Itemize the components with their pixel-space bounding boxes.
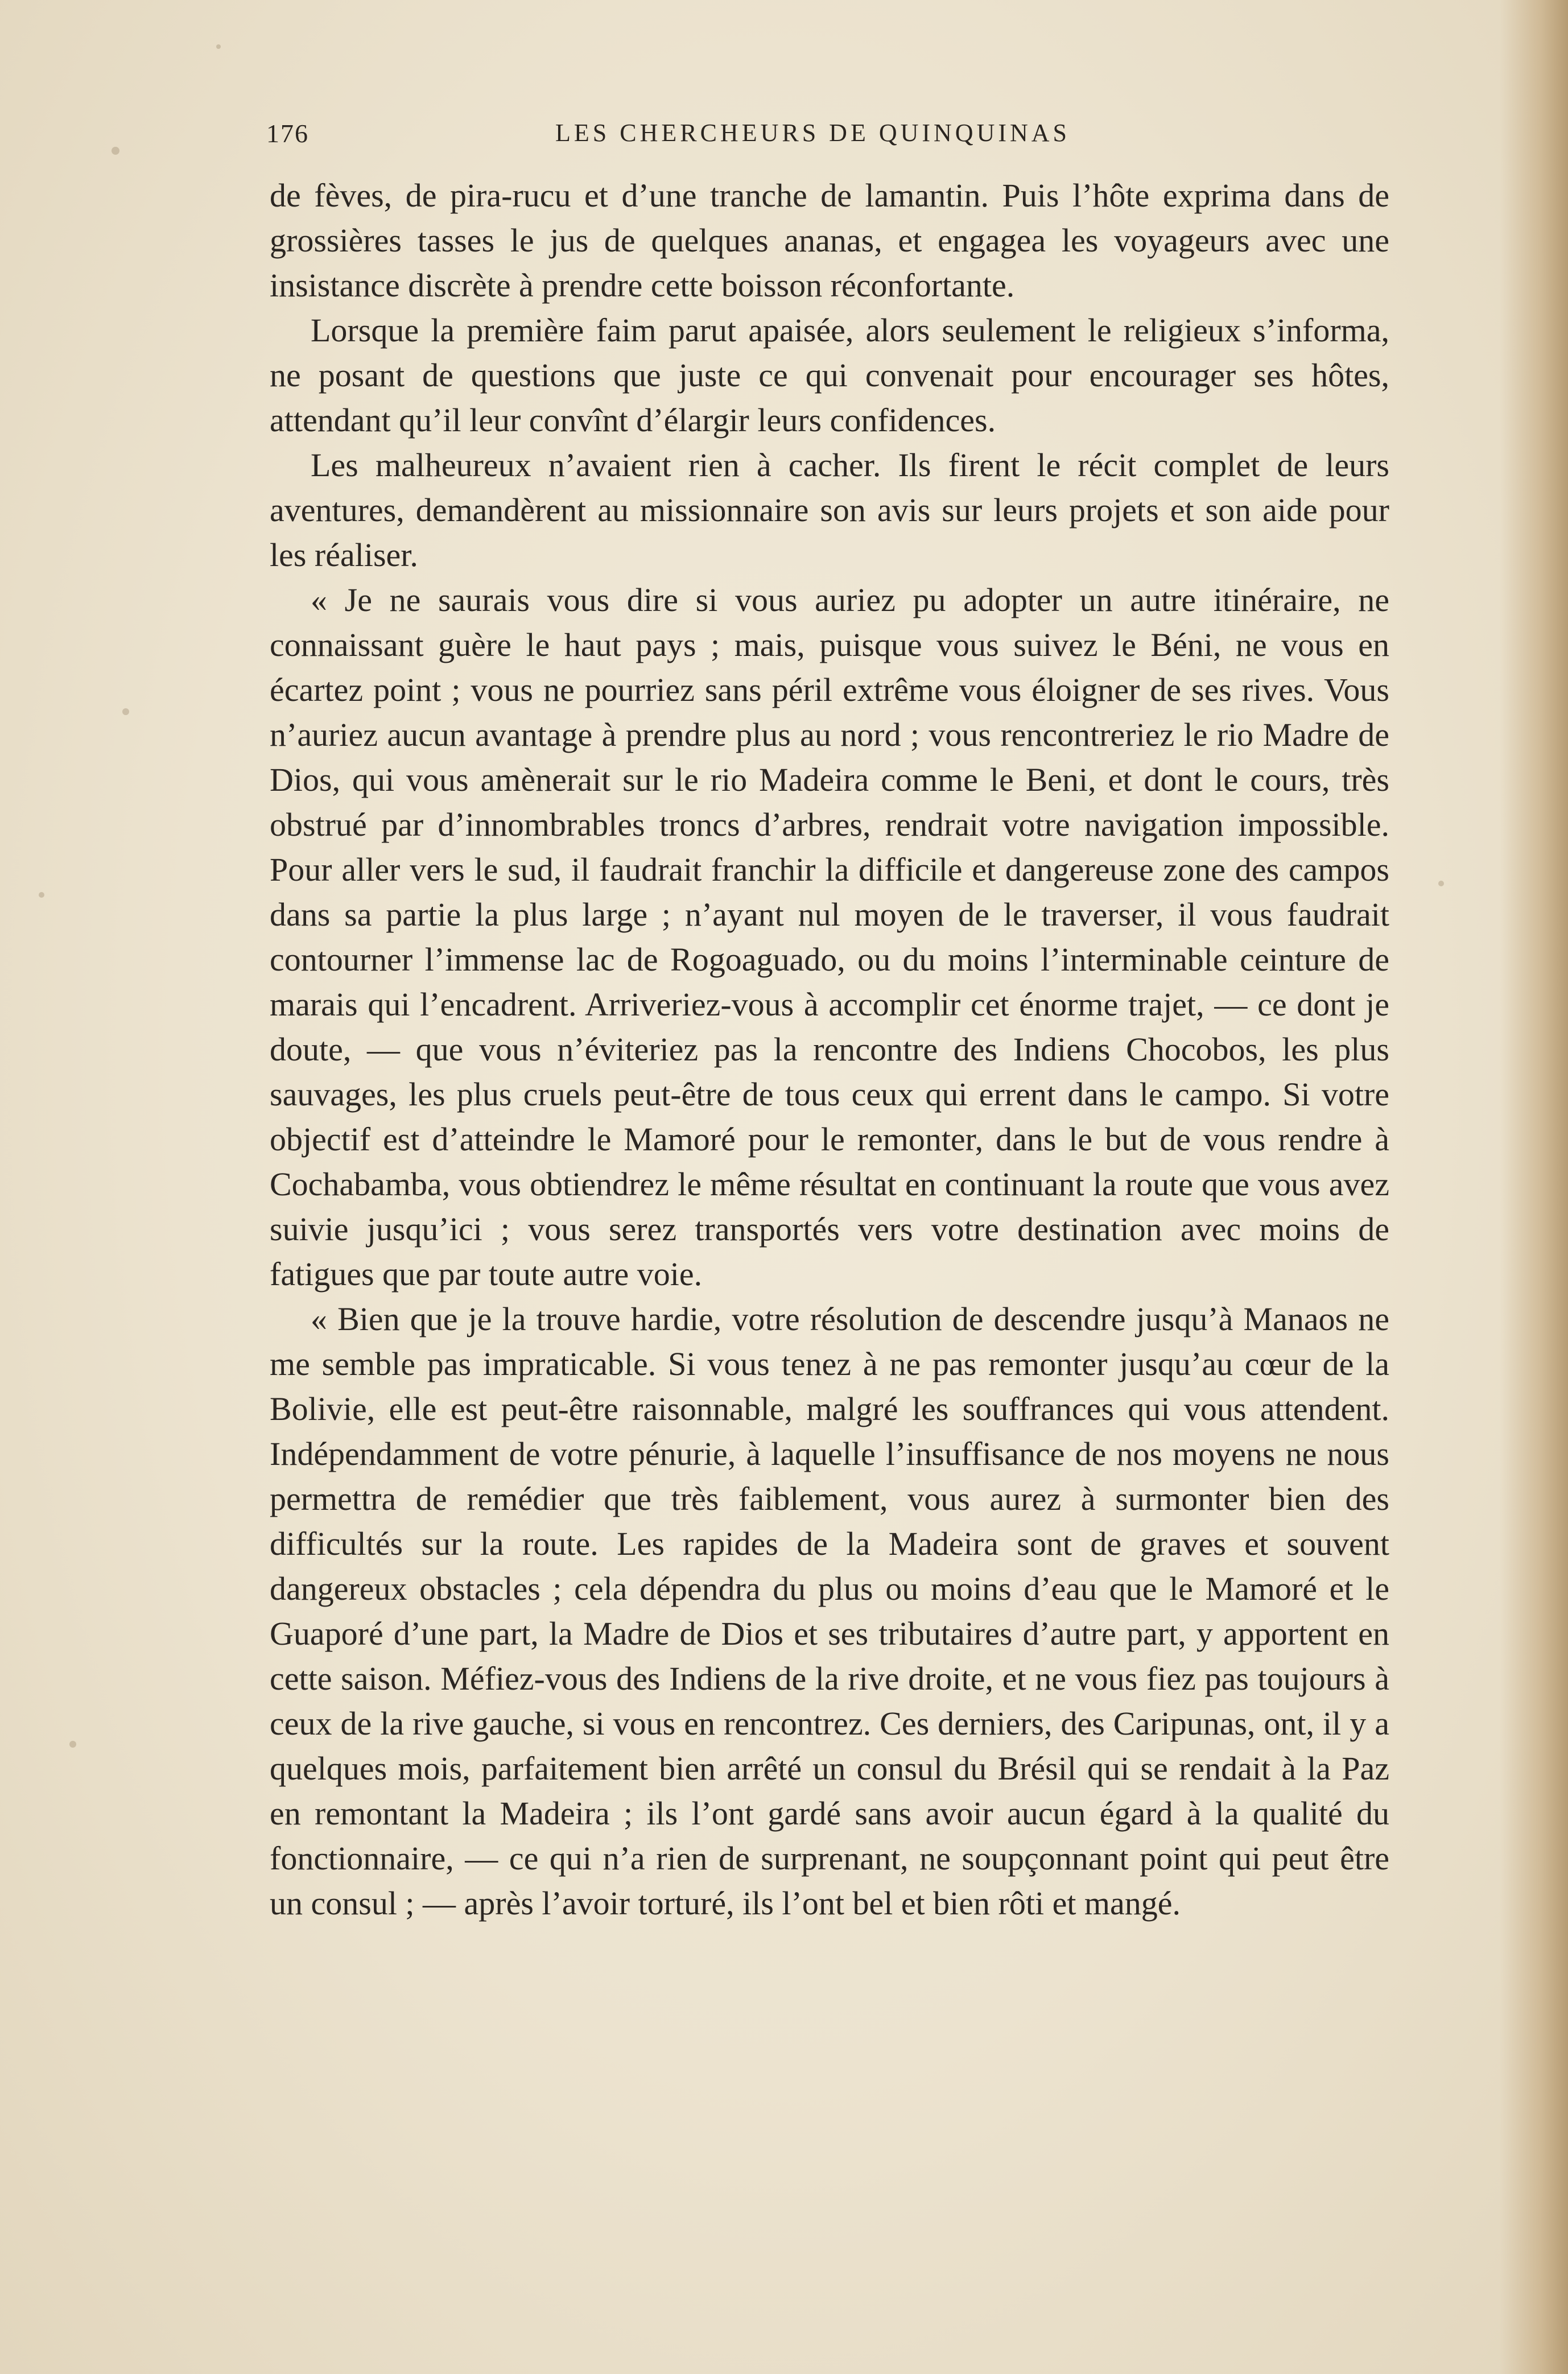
- page-number: 176: [266, 119, 309, 148]
- paragraph: « Je ne saurais vous dire si vous auriez pu adopter un autre itinéraire, ne connaissant guère le haut pays ; mais, puisque vous suivez le Béni, ne vous en écartez point ; vous ne pourriez sans péril extrême vous éloigner de ses rives. Vous n’auriez aucun avantage à prendre plus au nord ; vous rencontreriez le rio Madre de Dios, qui vous amènerait sur le rio Madeira comme le Beni, et dont le cours, très obstrué par d’innombrables troncs d’arbres, rendrait votre navigation impossible. Pour aller vers le sud, il faudrait franchir la difficile et dangereuse zone des campos dans sa partie la plus large ; n’ayant nul moyen de le traverser, il vous faudrait contourner l’immense lac de Rogoaguado, ou du moins l’interminable ceinture de marais qui l’encadrent. Arriveriez-vous à accomplir cet énorme trajet, — ce dont je doute, — que vous n’éviteriez pas la rencontre des Indiens Chocobos, les plus sauvages, les plus cruels peut-être de tous ceux qui errent dans le campo. Si votre objectif est d’atteindre le Mamoré pour le remonter, dans le but de vous rendre à Cochabamba, vous obtiendrez le même résultat en continuant la route que vous avez suivie jusqu’ici ; vous serez transportés vers votre destination avec moins de fatigues que par toute autre voie.: [270, 581, 1389, 1293]
- paper-speck: [216, 44, 221, 49]
- body-text: [270, 173, 1389, 1926]
- page-edge-shadow: [1500, 0, 1568, 2374]
- paper-speck: [39, 892, 44, 898]
- paragraph: Lorsque la première faim parut apaisée, alors seulement le religieux s’informa, ne posant de questions que juste ce qui convenait pour encourager ses hôtes, attendant qu’il leur convînt d’élargir leurs confidences.: [270, 312, 1389, 439]
- page-header: [266, 118, 1108, 158]
- paragraph: de fèves, de pira-rucu et d’une tranche de lamantin. Puis l’hôte exprima dans de grossières tasses le jus de quelques ananas, et engagea les voyageurs avec une insistance discrète à prendre cette boisson réconfortante.: [270, 177, 1389, 304]
- paragraph: « Bien que je la trouve hardie, votre résolution de descendre jusqu’à Manaos ne me semble pas impraticable. Si vous tenez à ne pas remonter jusqu’au cœur de la Bolivie, elle est peut-être raisonnable, malgré les souffrances qui vous attendent. Indépendamment de votre pénurie, à laquelle l’insuffisance de nos moyens ne nous permettra de remédier que très faiblement, vous aurez à surmonter bien des difficultés sur la route. Les rapides de la Madeira sont de graves et souvent dangereux obstacles ; cela dépendra du plus ou moins d’eau que le Mamoré et le Guaporé d’une part, la Madre de Dios et ses tributaires d’autre part, y apportent en cette saison. Méfiez-vous des Indiens de la rive droite, et ne vous fiez pas toujours à ceux de la rive gauche, si vous en rencontrez. Ces derniers, des Caripunas, ont, il y a quelques mois, parfaitement bien arrêté un consul du Brésil qui se rendait à la Paz en remontant la Madeira ; ils l’ont gardé sans avoir aucun égard à la qualité du fonctionnaire, — ce qui n’a rien de surprenant, ne soupçonnant point qui peut être un consul ; — après l’avoir torturé, ils l’ont bel et bien rôti et mangé.: [270, 1300, 1389, 1922]
- paragraph: Les malheureux n’avaient rien à cacher. Ils firent le récit complet de leurs aventures, demandèrent au missionnaire son avis sur leurs projets et son aide pour les réaliser.: [270, 447, 1389, 573]
- running-head: LES CHERCHEURS DE QUINQUINAS: [555, 119, 1071, 147]
- paper-speck: [112, 147, 119, 155]
- paper-speck: [69, 1741, 76, 1748]
- paper-speck: [122, 708, 129, 715]
- paper-speck: [1438, 881, 1444, 886]
